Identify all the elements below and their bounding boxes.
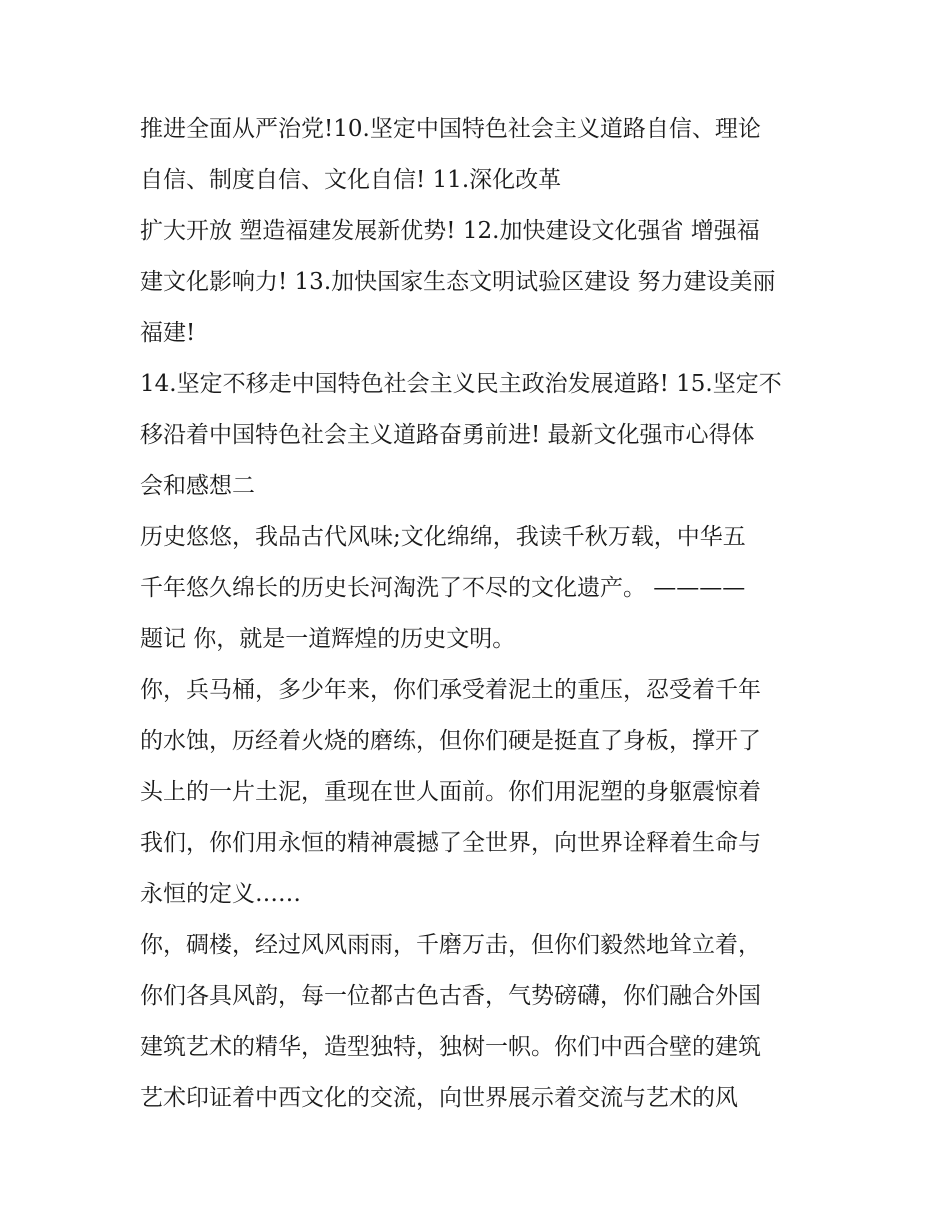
text-line: 艺术印证着中西文化的交流，向世界展示着交流与艺术的风 [140,1085,738,1111]
text-line: 千年悠久绵长的历史长河淘洗了不尽的文化遗产。 ———— [140,575,746,601]
text-line: 建文化影响力! 13.加快国家生态文明试验区建设 努力建设美丽 [140,269,776,295]
text-line: 我们，你们用永恒的精神震撼了全世界，向世界诠释着生命与 [140,830,761,856]
text-line: 移沿着中国特色社会主义道路奋勇前进! 最新文化强市心得体 [140,422,755,448]
text-line: 自信、制度自信、文化自信! 11.深化改革 [140,167,562,193]
text-line: 14.坚定不移走中国特色社会主义民主政治发展道路! 15.坚定不 [140,371,782,397]
text-line: 推进全面从严治党!10.坚定中国特色社会主义道路自信、理论 [140,116,761,142]
text-line: 的水蚀，历经着火烧的磨练，但你们硬是挺直了身板，撑开了 [140,728,761,754]
text-line: 扩大开放 塑造福建发展新优势! 12.加快建设文化强省 增强福 [140,218,760,244]
text-line: 你，碉楼，经过风风雨雨，千磨万击，但你们毅然地耸立着， [140,932,761,958]
text-line: 历史悠悠，我品古代风味;文化绵绵，我读千秋万载，中华五 [140,524,746,550]
text-line: 头上的一片土泥，重现在世人面前。你们用泥塑的身躯震惊着 [140,779,761,805]
text-line: 福建! [140,320,196,346]
text-line: 会和感想二 [140,473,255,499]
text-line: 建筑艺术的精华，造型独特，独树一帜。你们中西合壁的建筑 [140,1034,761,1060]
text-line: 永恒的定义…… [140,881,301,907]
text-line: 你们各具风韵，每一位都古色古香，气势磅礴，你们融合外国 [140,983,761,1009]
text-line: 你，兵马桶，多少年来，你们承受着泥土的重压，忍受着千年 [140,677,761,703]
text-line: 题记 你，就是一道辉煌的历史文明。 [140,626,516,652]
document-body [140,104,820,1124]
